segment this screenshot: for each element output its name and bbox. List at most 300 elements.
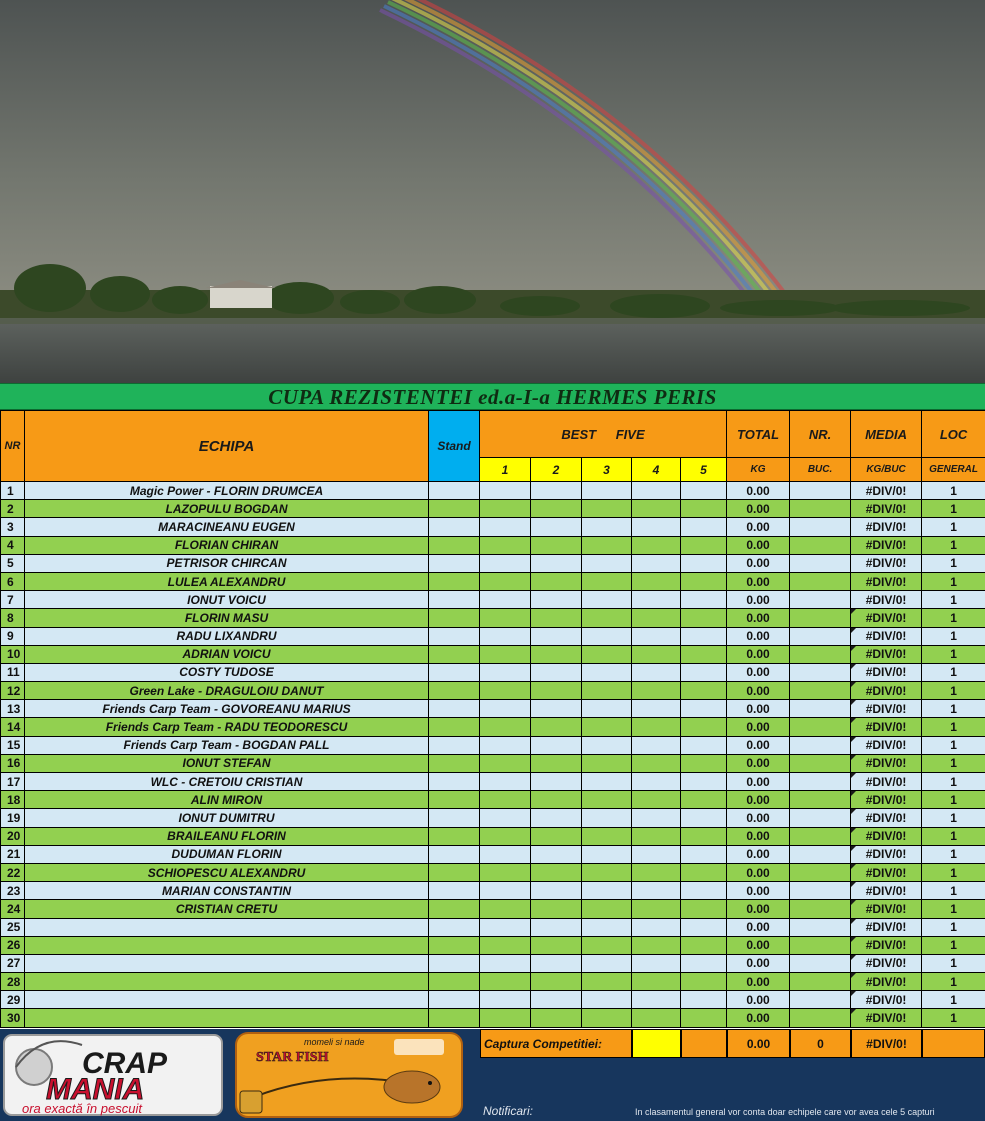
row-bucati[interactable] [790, 882, 851, 900]
row-nr[interactable]: 18 [1, 791, 25, 809]
row-nr[interactable]: 26 [1, 936, 25, 954]
row-capture-4[interactable] [632, 882, 681, 900]
row-stand[interactable] [429, 918, 480, 936]
row-media[interactable] [851, 700, 922, 718]
row-capture-2[interactable] [531, 791, 582, 809]
row-capture-4[interactable] [632, 736, 681, 754]
row-nr[interactable]: 14 [1, 718, 25, 736]
row-capture-4[interactable] [632, 936, 681, 954]
row-capture-4[interactable] [632, 900, 681, 918]
row-capture-3[interactable] [582, 536, 632, 554]
row-capture-2[interactable] [531, 809, 582, 827]
row-stand[interactable] [429, 736, 480, 754]
row-capture-3[interactable] [582, 918, 632, 936]
row-team[interactable]: MARIAN CONSTANTIN [25, 882, 429, 900]
row-stand[interactable] [429, 682, 480, 700]
row-loc[interactable]: 1 [922, 609, 985, 627]
row-capture-3[interactable] [582, 609, 632, 627]
row-bucati[interactable] [790, 773, 851, 791]
row-nr[interactable]: 25 [1, 918, 25, 936]
row-team[interactable]: Green Lake - DRAGULOIU DANUT [25, 682, 429, 700]
row-capture-4[interactable] [632, 991, 681, 1009]
row-nr[interactable]: 29 [1, 991, 25, 1009]
row-nr[interactable]: 20 [1, 827, 25, 845]
row-loc[interactable]: 1 [922, 845, 985, 863]
row-bucati[interactable] [790, 845, 851, 863]
row-capture-1[interactable] [480, 1009, 531, 1027]
row-stand[interactable] [429, 936, 480, 954]
row-capture-5[interactable] [681, 572, 727, 590]
row-bucati[interactable] [790, 809, 851, 827]
row-capture-2[interactable] [531, 609, 582, 627]
row-stand[interactable] [429, 1009, 480, 1027]
row-capture-3[interactable] [582, 518, 632, 536]
row-team[interactable]: PETRISOR CHIRCAN [25, 554, 429, 572]
row-capture-2[interactable] [531, 736, 582, 754]
row-capture-3[interactable] [582, 682, 632, 700]
row-loc[interactable]: 1 [922, 827, 985, 845]
row-capture-4[interactable] [632, 482, 681, 500]
row-capture-5[interactable] [681, 845, 727, 863]
row-team[interactable] [25, 973, 429, 991]
row-capture-3[interactable] [582, 591, 632, 609]
row-capture-5[interactable] [681, 482, 727, 500]
row-loc[interactable]: 1 [922, 518, 985, 536]
row-capture-5[interactable] [681, 645, 727, 663]
row-capture-2[interactable] [531, 827, 582, 845]
row-loc[interactable]: 1 [922, 973, 985, 991]
row-capture-2[interactable] [531, 918, 582, 936]
row-total[interactable]: 0.00 [727, 536, 790, 554]
row-capture-4[interactable] [632, 718, 681, 736]
row-capture-5[interactable] [681, 809, 727, 827]
row-capture-5[interactable] [681, 682, 727, 700]
row-capture-2[interactable] [531, 954, 582, 972]
row-capture-3[interactable] [582, 645, 632, 663]
row-total[interactable]: 0.00 [727, 718, 790, 736]
row-media[interactable] [851, 682, 922, 700]
row-stand[interactable] [429, 863, 480, 881]
row-bucati[interactable] [790, 918, 851, 936]
row-capture-2[interactable] [531, 700, 582, 718]
row-stand[interactable] [429, 554, 480, 572]
row-capture-2[interactable] [531, 991, 582, 1009]
row-capture-1[interactable] [480, 572, 531, 590]
row-loc[interactable]: 1 [922, 754, 985, 772]
row-capture-1[interactable] [480, 754, 531, 772]
row-team[interactable]: ALIN MIRON [25, 791, 429, 809]
row-capture-4[interactable] [632, 645, 681, 663]
row-loc[interactable]: 1 [922, 682, 985, 700]
row-capture-2[interactable] [531, 754, 582, 772]
row-capture-5[interactable] [681, 627, 727, 645]
row-capture-1[interactable] [480, 991, 531, 1009]
row-media[interactable] [851, 736, 922, 754]
row-capture-3[interactable] [582, 882, 632, 900]
row-capture-2[interactable] [531, 536, 582, 554]
row-capture-2[interactable] [531, 718, 582, 736]
row-nr[interactable]: 10 [1, 645, 25, 663]
row-bucati[interactable] [790, 645, 851, 663]
row-total[interactable]: 0.00 [727, 791, 790, 809]
row-media[interactable] [851, 936, 922, 954]
row-media[interactable] [851, 609, 922, 627]
row-total[interactable]: 0.00 [727, 991, 790, 1009]
row-capture-1[interactable] [480, 809, 531, 827]
row-total[interactable]: 0.00 [727, 827, 790, 845]
row-capture-3[interactable] [582, 791, 632, 809]
row-team[interactable]: CRISTIAN CRETU [25, 900, 429, 918]
row-team[interactable]: MARACINEANU EUGEN [25, 518, 429, 536]
row-capture-5[interactable] [681, 900, 727, 918]
row-total[interactable]: 0.00 [727, 572, 790, 590]
row-capture-5[interactable] [681, 882, 727, 900]
row-bucati[interactable] [790, 900, 851, 918]
row-capture-5[interactable] [681, 954, 727, 972]
row-capture-3[interactable] [582, 663, 632, 681]
row-team[interactable] [25, 1009, 429, 1027]
row-nr[interactable]: 23 [1, 882, 25, 900]
row-loc[interactable]: 1 [922, 536, 985, 554]
row-capture-4[interactable] [632, 918, 681, 936]
row-media[interactable]: #DIV/0! [851, 536, 922, 554]
row-capture-4[interactable] [632, 809, 681, 827]
row-capture-4[interactable] [632, 863, 681, 881]
row-nr[interactable]: 4 [1, 536, 25, 554]
row-media[interactable] [851, 663, 922, 681]
row-capture-4[interactable] [632, 827, 681, 845]
row-loc[interactable]: 1 [922, 882, 985, 900]
row-team[interactable]: DUDUMAN FLORIN [25, 845, 429, 863]
row-capture-3[interactable] [582, 627, 632, 645]
row-capture-5[interactable] [681, 918, 727, 936]
row-capture-4[interactable] [632, 700, 681, 718]
row-team[interactable]: Friends Carp Team - BOGDAN PALL [25, 736, 429, 754]
row-media[interactable] [851, 954, 922, 972]
row-stand[interactable] [429, 645, 480, 663]
row-media[interactable] [851, 1009, 922, 1027]
row-total[interactable]: 0.00 [727, 773, 790, 791]
row-loc[interactable]: 1 [922, 718, 985, 736]
row-capture-2[interactable] [531, 936, 582, 954]
row-team[interactable]: ADRIAN VOICU [25, 645, 429, 663]
row-loc[interactable]: 1 [922, 482, 985, 500]
row-team[interactable]: SCHIOPESCU ALEXANDRU [25, 863, 429, 881]
row-capture-2[interactable] [531, 682, 582, 700]
row-team[interactable]: IONUT DUMITRU [25, 809, 429, 827]
row-capture-4[interactable] [632, 1009, 681, 1027]
row-capture-3[interactable] [582, 827, 632, 845]
row-bucati[interactable] [790, 500, 851, 518]
row-total[interactable]: 0.00 [727, 645, 790, 663]
row-media[interactable] [851, 791, 922, 809]
row-loc[interactable]: 1 [922, 809, 985, 827]
row-capture-2[interactable] [531, 572, 582, 590]
row-total[interactable]: 0.00 [727, 627, 790, 645]
row-capture-5[interactable] [681, 536, 727, 554]
row-total[interactable]: 0.00 [727, 591, 790, 609]
row-total[interactable]: 0.00 [727, 1009, 790, 1027]
row-capture-2[interactable] [531, 845, 582, 863]
row-media[interactable] [851, 973, 922, 991]
row-stand[interactable] [429, 500, 480, 518]
row-loc[interactable]: 1 [922, 918, 985, 936]
row-capture-2[interactable] [531, 500, 582, 518]
row-capture-4[interactable] [632, 500, 681, 518]
row-total[interactable]: 0.00 [727, 863, 790, 881]
row-capture-1[interactable] [480, 773, 531, 791]
row-stand[interactable] [429, 954, 480, 972]
row-capture-5[interactable] [681, 554, 727, 572]
row-capture-4[interactable] [632, 845, 681, 863]
row-capture-4[interactable] [632, 791, 681, 809]
row-total[interactable]: 0.00 [727, 554, 790, 572]
row-loc[interactable]: 1 [922, 554, 985, 572]
row-bucati[interactable] [790, 663, 851, 681]
row-total[interactable]: 0.00 [727, 482, 790, 500]
row-bucati[interactable] [790, 991, 851, 1009]
row-bucati[interactable] [790, 554, 851, 572]
row-capture-3[interactable] [582, 718, 632, 736]
row-capture-1[interactable] [480, 609, 531, 627]
row-total[interactable]: 0.00 [727, 954, 790, 972]
row-stand[interactable] [429, 991, 480, 1009]
row-capture-3[interactable] [582, 954, 632, 972]
row-bucati[interactable] [790, 863, 851, 881]
row-nr[interactable]: 11 [1, 663, 25, 681]
row-stand[interactable] [429, 754, 480, 772]
row-capture-3[interactable] [582, 1009, 632, 1027]
row-loc[interactable]: 1 [922, 900, 985, 918]
row-capture-1[interactable] [480, 482, 531, 500]
row-total[interactable]: 0.00 [727, 936, 790, 954]
row-media[interactable]: #DIV/0! [851, 572, 922, 590]
row-media[interactable] [851, 754, 922, 772]
row-total[interactable]: 0.00 [727, 663, 790, 681]
row-loc[interactable]: 1 [922, 645, 985, 663]
row-bucati[interactable] [790, 973, 851, 991]
row-media[interactable] [851, 918, 922, 936]
row-bucati[interactable] [790, 609, 851, 627]
row-capture-2[interactable] [531, 554, 582, 572]
row-team[interactable]: LULEA ALEXANDRU [25, 572, 429, 590]
row-nr[interactable]: 1 [1, 482, 25, 500]
row-media[interactable] [851, 809, 922, 827]
row-bucati[interactable] [790, 700, 851, 718]
row-nr[interactable]: 24 [1, 900, 25, 918]
row-media[interactable]: #DIV/0! [851, 482, 922, 500]
row-team[interactable]: COSTY TUDOSE [25, 663, 429, 681]
row-capture-5[interactable] [681, 591, 727, 609]
row-capture-3[interactable] [582, 809, 632, 827]
row-capture-3[interactable] [582, 754, 632, 772]
row-capture-5[interactable] [681, 936, 727, 954]
row-media[interactable] [851, 845, 922, 863]
row-team[interactable] [25, 954, 429, 972]
row-capture-3[interactable] [582, 736, 632, 754]
row-total[interactable]: 0.00 [727, 900, 790, 918]
row-nr[interactable]: 17 [1, 773, 25, 791]
row-team[interactable]: Friends Carp Team - RADU TEODORESCU [25, 718, 429, 736]
row-capture-1[interactable] [480, 827, 531, 845]
row-bucati[interactable] [790, 682, 851, 700]
row-capture-2[interactable] [531, 882, 582, 900]
row-capture-1[interactable] [480, 936, 531, 954]
row-capture-1[interactable] [480, 645, 531, 663]
row-media[interactable]: #DIV/0! [851, 518, 922, 536]
row-total[interactable]: 0.00 [727, 809, 790, 827]
row-capture-2[interactable] [531, 518, 582, 536]
row-nr[interactable]: 13 [1, 700, 25, 718]
row-loc[interactable]: 1 [922, 627, 985, 645]
row-total[interactable]: 0.00 [727, 918, 790, 936]
row-total[interactable]: 0.00 [727, 845, 790, 863]
row-team[interactable]: Magic Power - FLORIN DRUMCEA [25, 482, 429, 500]
row-capture-4[interactable] [632, 572, 681, 590]
row-total[interactable]: 0.00 [727, 754, 790, 772]
row-capture-5[interactable] [681, 663, 727, 681]
row-capture-1[interactable] [480, 554, 531, 572]
row-loc[interactable]: 1 [922, 954, 985, 972]
row-capture-3[interactable] [582, 991, 632, 1009]
row-nr[interactable]: 7 [1, 591, 25, 609]
row-stand[interactable] [429, 973, 480, 991]
row-capture-1[interactable] [480, 536, 531, 554]
row-capture-2[interactable] [531, 482, 582, 500]
row-capture-5[interactable] [681, 973, 727, 991]
row-loc[interactable]: 1 [922, 591, 985, 609]
row-media[interactable] [851, 645, 922, 663]
row-nr[interactable]: 12 [1, 682, 25, 700]
row-capture-3[interactable] [582, 845, 632, 863]
row-stand[interactable] [429, 700, 480, 718]
row-capture-4[interactable] [632, 554, 681, 572]
row-loc[interactable]: 1 [922, 663, 985, 681]
row-capture-4[interactable] [632, 773, 681, 791]
row-nr[interactable]: 21 [1, 845, 25, 863]
row-capture-5[interactable] [681, 827, 727, 845]
row-stand[interactable] [429, 482, 480, 500]
row-stand[interactable] [429, 591, 480, 609]
row-nr[interactable]: 6 [1, 572, 25, 590]
row-bucati[interactable] [790, 718, 851, 736]
row-loc[interactable]: 1 [922, 700, 985, 718]
row-capture-4[interactable] [632, 536, 681, 554]
row-capture-2[interactable] [531, 900, 582, 918]
row-capture-4[interactable] [632, 754, 681, 772]
row-capture-1[interactable] [480, 518, 531, 536]
row-capture-1[interactable] [480, 700, 531, 718]
row-capture-5[interactable] [681, 991, 727, 1009]
row-bucati[interactable] [790, 954, 851, 972]
row-bucati[interactable] [790, 754, 851, 772]
row-capture-1[interactable] [480, 845, 531, 863]
row-nr[interactable]: 9 [1, 627, 25, 645]
row-stand[interactable] [429, 518, 480, 536]
row-media[interactable]: #DIV/0! [851, 500, 922, 518]
row-capture-4[interactable] [632, 682, 681, 700]
row-loc[interactable]: 1 [922, 773, 985, 791]
row-stand[interactable] [429, 845, 480, 863]
row-capture-2[interactable] [531, 591, 582, 609]
row-stand[interactable] [429, 536, 480, 554]
row-loc[interactable]: 1 [922, 1009, 985, 1027]
row-total[interactable]: 0.00 [727, 736, 790, 754]
row-capture-5[interactable] [681, 1009, 727, 1027]
row-bucati[interactable] [790, 827, 851, 845]
row-total[interactable]: 0.00 [727, 500, 790, 518]
row-capture-3[interactable] [582, 500, 632, 518]
row-capture-3[interactable] [582, 700, 632, 718]
row-media[interactable]: #DIV/0! [851, 591, 922, 609]
row-media[interactable] [851, 991, 922, 1009]
row-total[interactable]: 0.00 [727, 518, 790, 536]
row-capture-1[interactable] [480, 591, 531, 609]
row-team[interactable] [25, 936, 429, 954]
row-capture-5[interactable] [681, 773, 727, 791]
row-team[interactable] [25, 918, 429, 936]
row-capture-5[interactable] [681, 500, 727, 518]
row-capture-4[interactable] [632, 663, 681, 681]
row-stand[interactable] [429, 827, 480, 845]
row-bucati[interactable] [790, 591, 851, 609]
row-capture-2[interactable] [531, 645, 582, 663]
row-stand[interactable] [429, 791, 480, 809]
row-capture-2[interactable] [531, 973, 582, 991]
row-nr[interactable]: 28 [1, 973, 25, 991]
row-loc[interactable]: 1 [922, 736, 985, 754]
row-team[interactable]: BRAILEANU FLORIN [25, 827, 429, 845]
row-total[interactable]: 0.00 [727, 882, 790, 900]
row-stand[interactable] [429, 572, 480, 590]
row-capture-1[interactable] [480, 718, 531, 736]
row-team[interactable]: IONUT STEFAN [25, 754, 429, 772]
row-capture-1[interactable] [480, 973, 531, 991]
row-capture-5[interactable] [681, 863, 727, 881]
row-nr[interactable]: 19 [1, 809, 25, 827]
row-loc[interactable]: 1 [922, 500, 985, 518]
row-media[interactable] [851, 863, 922, 881]
row-capture-3[interactable] [582, 572, 632, 590]
row-capture-1[interactable] [480, 954, 531, 972]
row-capture-1[interactable] [480, 882, 531, 900]
row-loc[interactable]: 1 [922, 936, 985, 954]
row-capture-4[interactable] [632, 973, 681, 991]
row-bucati[interactable] [790, 791, 851, 809]
row-media[interactable] [851, 627, 922, 645]
row-stand[interactable] [429, 809, 480, 827]
row-nr[interactable]: 16 [1, 754, 25, 772]
row-capture-3[interactable] [582, 936, 632, 954]
row-total[interactable]: 0.00 [727, 973, 790, 991]
row-team[interactable]: WLC - CRETOIU CRISTIAN [25, 773, 429, 791]
row-stand[interactable] [429, 627, 480, 645]
row-capture-1[interactable] [480, 663, 531, 681]
row-capture-1[interactable] [480, 791, 531, 809]
row-nr[interactable]: 8 [1, 609, 25, 627]
row-bucati[interactable] [790, 627, 851, 645]
row-capture-5[interactable] [681, 754, 727, 772]
row-capture-2[interactable] [531, 663, 582, 681]
row-team[interactable]: LAZOPULU BOGDAN [25, 500, 429, 518]
row-nr[interactable]: 5 [1, 554, 25, 572]
row-team[interactable]: RADU LIXANDRU [25, 627, 429, 645]
row-stand[interactable] [429, 900, 480, 918]
row-capture-1[interactable] [480, 500, 531, 518]
row-capture-4[interactable] [632, 518, 681, 536]
row-stand[interactable] [429, 882, 480, 900]
row-capture-5[interactable] [681, 718, 727, 736]
